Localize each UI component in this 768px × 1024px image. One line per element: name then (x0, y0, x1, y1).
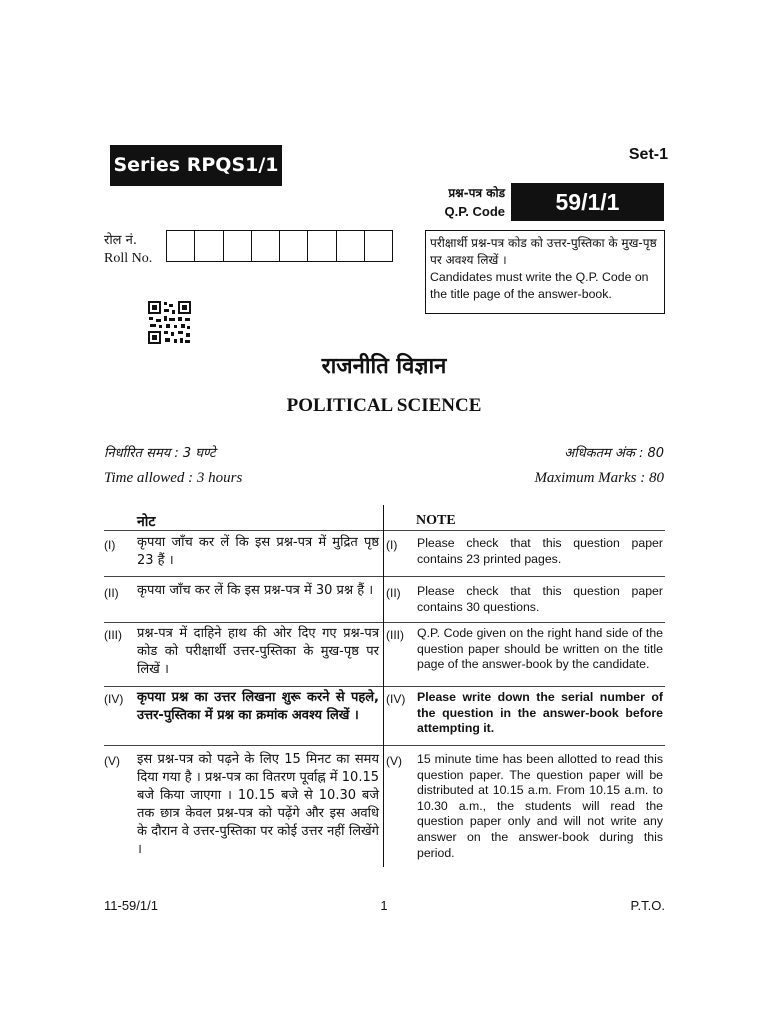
maximum-marks-hindi: अधिकतम अंक : 80 (564, 446, 664, 461)
row-divider (104, 576, 383, 577)
note-number: (V) (104, 754, 120, 768)
time-allowed: Time allowed : 3 hours (104, 470, 243, 486)
roll-digit-box[interactable] (252, 230, 280, 262)
row-divider (104, 530, 383, 531)
note-english: Please write down the serial number of the question in the answer-book before attempting it. (417, 690, 663, 736)
note-english: Please check that this question paper contains 30 questions. (417, 584, 663, 614)
note-english: Q.P. Code given on the right hand side of the question paper should be written on the title page of the answer-book by the candidate. (417, 626, 663, 672)
row-divider (104, 686, 383, 687)
note-number: (I) (386, 538, 398, 552)
note-hindi: कृपया जाँच कर लें कि इस प्रश्न-पत्र में 30 प्रश्न हैं । (137, 583, 374, 598)
roll-label-hindi: रोल नं. (104, 233, 137, 248)
note-english: 15 minute time has been allotted to read this question paper. The question paper will be distributed at 10.15 a.m. From 10.15 a.m. to 10.30 a.m., the students will read the question paper only and will not write any answer on the answer-book during this period. (417, 752, 663, 860)
row-divider (384, 530, 665, 531)
subject-title: POLITICAL SCIENCE (286, 395, 482, 416)
note-number: (III) (104, 628, 122, 642)
row-divider (384, 576, 665, 577)
set-label: Set-1 (628, 146, 668, 163)
maximum-marks: Maximum Marks : 80 (534, 470, 664, 486)
row-divider (104, 622, 383, 623)
roll-digit-box[interactable] (280, 230, 308, 262)
time-allowed-hindi: निर्धारित समय : 3 घण्टे (104, 446, 216, 461)
candidate-notice-box (425, 230, 665, 314)
note-number: (III) (386, 628, 404, 642)
note-number: (V) (386, 754, 402, 768)
qp-code-box: 59/1/1 (511, 183, 664, 221)
roll-digit-box[interactable] (365, 230, 393, 262)
series-label: Series RPQS1/1 (110, 145, 282, 186)
footer-code: 11-59/1/1 (104, 898, 158, 913)
notice-hindi: परीक्षार्थी प्रश्न-पत्र कोड को उत्तर-पुस्तिका के मुख-पृष्ठ पर अवश्य लिखें । (430, 236, 657, 267)
roll-digit-box[interactable] (224, 230, 252, 262)
note-number: (IV) (386, 692, 406, 706)
note-number: (I) (104, 538, 116, 552)
note-number: (IV) (104, 692, 124, 706)
note-heading-hindi: नोट (137, 514, 156, 530)
note-number: (II) (104, 586, 119, 600)
note-heading: NOTE (416, 513, 456, 528)
notice-english: Candidates must write the Q.P. Code on the title page of the answer-book. (430, 270, 649, 301)
qp-code-label-hindi: प्रश्न-पत्र कोड (448, 186, 505, 200)
row-divider (104, 745, 383, 746)
row-divider (384, 745, 665, 746)
subject-title-hindi: राजनीति विज्ञान (321, 354, 447, 379)
roll-digit-box[interactable] (167, 230, 195, 262)
note-hindi: कृपया प्रश्न का उत्तर लिखना शुरू करने से पहले, उत्तर-पुस्तिका में प्रश्न का क्रमांक अवश्य लिखें । (137, 690, 379, 723)
row-divider (384, 622, 665, 623)
roll-label: Roll No. (104, 251, 153, 266)
note-english: Please check that this question paper contains 23 printed pages. (417, 536, 663, 566)
qp-code-label: Q.P. Code (444, 204, 505, 219)
roll-digit-box[interactable] (337, 230, 365, 262)
note-hindi: इस प्रश्न-पत्र को पढ़ने के लिए 15 मिनट का समय दिया गया है । प्रश्न-पत्र का वितरण पूर्वाह्न में 10.15 बजे किया जाएगा । 10.15 बजे से 10.30 बजे तक छात्र केवल प्रश्न-पत्र को पढ़ेंगे और इस अवधि के दौरान वे उत्तर-पुस्तिका पर कोई उत्तर नहीं लिखेंगे । (137, 752, 379, 857)
page-number: 1 (380, 898, 388, 913)
qr-code-icon (147, 300, 192, 345)
note-number: (II) (386, 586, 401, 600)
roll-digit-box[interactable] (195, 230, 223, 262)
roll-number-grid[interactable] (166, 230, 393, 262)
note-hindi: प्रश्न-पत्र में दाहिने हाथ की ओर दिए गए प्रश्न-पत्र कोड को परीक्षार्थी उत्तर-पुस्तिका के मुख-पृष्ठ पर लिखें । (137, 626, 379, 677)
roll-digit-box[interactable] (308, 230, 336, 262)
row-divider (384, 686, 665, 687)
pto-label: P.T.O. (630, 898, 665, 913)
note-hindi: कृपया जाँच कर लें कि इस प्रश्न-पत्र में मुद्रित पृष्ठ 23 हैं । (137, 535, 379, 568)
